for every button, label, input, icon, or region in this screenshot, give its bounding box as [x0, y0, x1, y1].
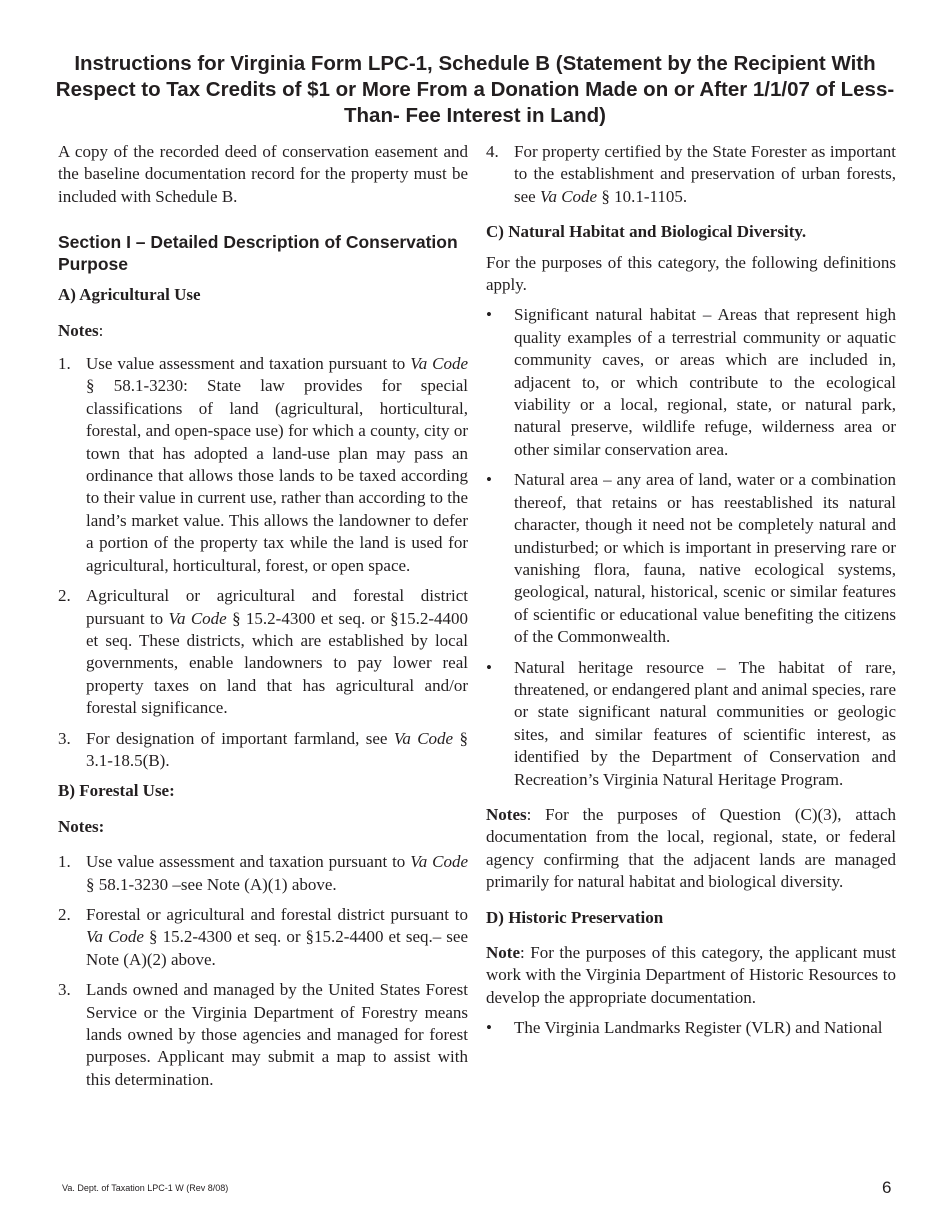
bullet-icon: • [486, 657, 492, 677]
natural-habitat-intro: For the purposes of this category, the following definitions apply. [486, 252, 896, 295]
section-heading: Section I – Detailed Description of Conservation Purpose [58, 232, 458, 275]
habitat-bullet-2: • Natural area – any area of land, water or a combination thereof, that retains or has reestablished its natural character, though it need not be completely natural and undisturbed; or which is important in preserving rare or vanishing flora, fauna, native ecological systems, geological, natural, historical, scenic or similar features of scientific or educational value benefiting the citizens of the Commonwealth. [486, 469, 896, 648]
forestal-note-1: 1. Use value assessment and taxation pursuant to Va Code § 58.1-3230 –see Note (A)(1) above. [58, 852, 468, 894]
forestal-note-3: 3. Lands owned and managed by the United States Forest Service or the Virginia Department of Forestry means lands owned by those agencies and managed for forest purposes. Applicant may submit a map to assist with this determination. [58, 980, 468, 1089]
historic-note-paragraph: Note: For the purposes of this category, the applicant must work with the Virginia Department of Historic Resources to develop the appropriate documentation. [486, 943, 896, 1007]
bullet-icon: • [486, 305, 492, 325]
forestal-note-2: 2. Forestal or agricultural and forestal district pursuant to Va Code § 15.2-4300 et seq. or §15.2-4400 et seq.– see Note (A)(2) above. [58, 904, 468, 969]
agricultural-note-3: 3. For designation of important farmland, see Va Code § 3.1-18.5(B). [58, 728, 468, 770]
forestal-notes-label: Notes: [58, 816, 105, 836]
habitat-bullet-3: • Natural heritage resource – The habitat of rare, threatened, or endangered plant and animal species, rare or state significant natural communities or geologic sites, and similar features of scientific interest, as identified by the Department of Conservation and Recreation’s Virginia Natural Heritage Program. [486, 657, 896, 791]
forestal-note-4: 4. For property certified by the State Forester as important to the establishment and preservation of urban forests, see Va Code § 10.1-1105. [486, 142, 896, 206]
habitat-notes-paragraph: Notes: For the purposes of Question (C)(3), attach documentation from the local, regional, state, or federal agency confirming that the adjacent lands are managed primarily for natural habitat and biological diversity. [486, 804, 896, 892]
page-title: Instructions for Virginia Form LPC-1, Schedule B (Statement by the Recipient With Respect to Tax Credits of $1 or More From a Donation Made on or After 1/1/07 of Less-Than- Fee Interest in Land) [55, 52, 895, 127]
agricultural-notes-label: Notes: [58, 320, 104, 340]
bullet-icon: • [486, 470, 492, 490]
agricultural-use-heading: A) Agricultural Use [58, 285, 201, 305]
intro-paragraph: A copy of the recorded deed of conservation easement and the baseline documentation record for the property must be included with Schedule B. [58, 142, 468, 206]
natural-habitat-heading: C) Natural Habitat and Biological Diversity. [486, 222, 807, 242]
right-column [486, 141, 896, 1040]
historic-bullet-1: • The Virginia Landmarks Register (VLR) and National [486, 1017, 896, 1039]
habitat-bullet-1: • Significant natural habitat – Areas that represent high quality examples of a terrestrial community or aquatic community caves, or areas which are included in, adjacent to, or which contribute to the ecological viability or a local, regional, state, or natural park, natural preserve, wildlife refuge, wilderness area or other similar conservation area. [486, 304, 896, 461]
historic-preservation-heading: D) Historic Preservation [486, 907, 664, 927]
bullet-icon: • [486, 1018, 492, 1038]
agricultural-note-2: 2. Agricultural or agricultural and forestal district pursuant to Va Code § 15.2-4300 et seq. or §15.2-4400 et seq. These districts, which are established by local governments, enable landowners to pay lower real property taxes on land that has agricultural and/or forestal significance. [58, 586, 469, 718]
footer-form-id: Va. Dept. of Taxation LPC-1 W (Rev 8/08) [62, 1183, 229, 1193]
left-column [58, 141, 468, 1091]
agricultural-note-1: 1. Use value assessment and taxation pursuant to Va Code § 58.1-3230: State law provides for special classifications of land (agricultural, horticultural, forestal, and open-space use) for which a county, city or town that has adopted a land-use plan may pass an ordinance that allows those lands to be taxed according to their value in current use, rather than according to the land’s market value. This allows the landowner to defer a portion of the property tax while the land is used for agricultural, horticultural, forest, or open space. [58, 354, 468, 575]
page-number: 6 [882, 1178, 892, 1197]
forestal-use-heading: B) Forestal Use: [58, 781, 175, 801]
